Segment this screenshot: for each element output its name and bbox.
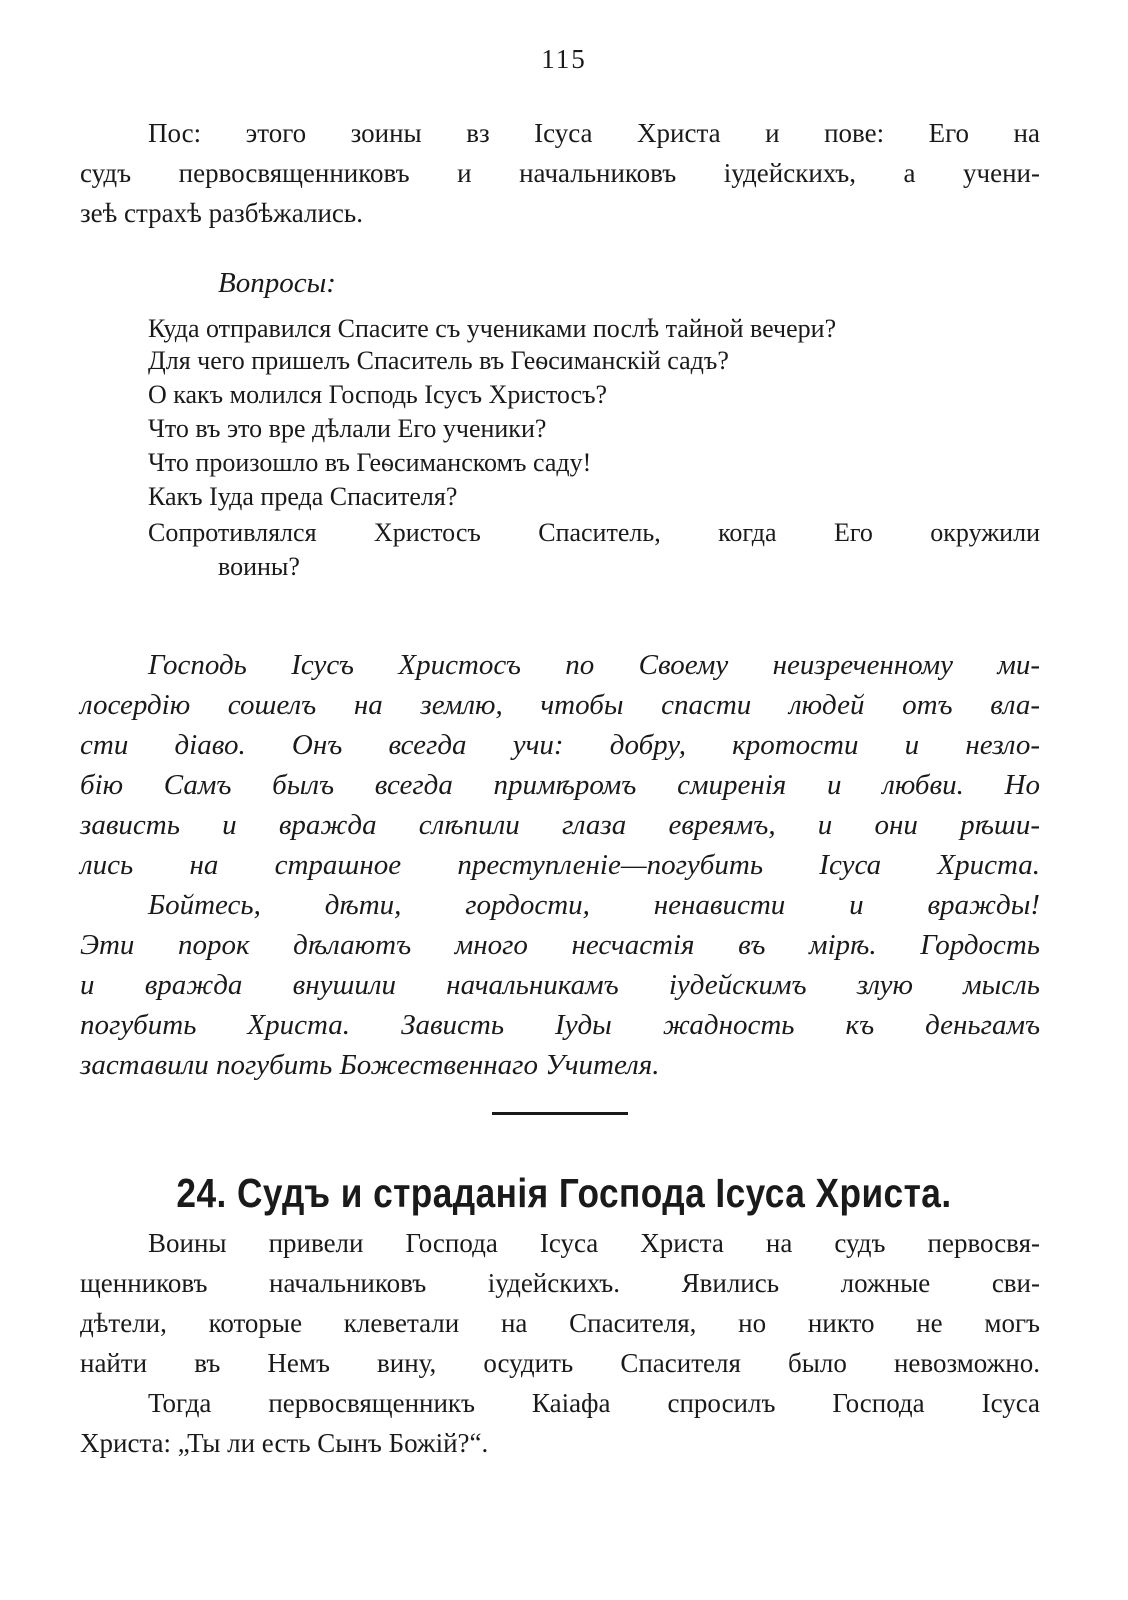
section-line: найти въ Немъ вину, осудить Спасителя было невозможно. [80, 1348, 1040, 1378]
lesson-line: лосердiю сошелъ на землю, чтобы спасти людей отъ вла- [80, 689, 1040, 721]
page-number: 115 [541, 44, 587, 74]
lesson-line: Бойтесь, дѣти, гордости, ненависти и вражды! [148, 889, 1040, 921]
lesson-line: сти дiаво. Онъ всегда учи: добру, кротости и незло- [80, 729, 1040, 761]
question-item: Сопротивлялся Христосъ Спаситель, когда Его окружили [148, 518, 1040, 547]
lesson-line: бiю Самъ былъ всегда примѣромъ смиренiя и любви. Но [80, 769, 1040, 801]
section-heading: 24. Судъ и страданiя Господа Iсуса Христа. [176, 1170, 952, 1216]
question-item: Какъ Iуда преда Спасителя? [148, 482, 458, 511]
question-item: О какъ молился Господь Iсусъ Христосъ? [148, 380, 608, 409]
questions-title: Вопросы: [218, 267, 336, 299]
lesson-line: Господь Iсусъ Христосъ по Своему неизреченному ми- [148, 649, 1040, 681]
lesson-line: зависть и вражда слѣпили глаза евреямъ, и они рѣши- [80, 809, 1040, 841]
section-line: дѣтели, которые клеветали на Спасителя, но никто не могъ [80, 1308, 1040, 1338]
question-item: Что произошло въ Геѳсиманскомъ саду! [148, 448, 592, 477]
section-divider [492, 1112, 628, 1115]
lesson-line: заставили погубить Божественнаго Учителя. [80, 1049, 660, 1081]
lesson-line: погубить Христа. Зависть Iуды жадность къ деньгамъ [80, 1009, 1040, 1041]
intro-line: судъ первосвященниковъ и начальниковъ iудейскихъ, а учени- [80, 158, 1040, 188]
question-continuation: воины? [218, 552, 300, 581]
section-line: Тогда первосвященникъ Каiафа спросилъ Господа Iсуса [148, 1388, 1040, 1418]
lesson-line: Эти порок дѣлаютъ много несчастiя въ мiрѣ. Гордость [80, 929, 1040, 961]
lesson-line: лись на страшное преступленiе—погубить Iсуса Христа. [80, 849, 1040, 881]
intro-line: зеѣ страхѣ разбѣжались. [80, 198, 363, 228]
section-line: Воины привели Господа Iсуса Христа на судъ первосвя- [148, 1228, 1040, 1258]
question-item: Что въ это вре дѣлали Его ученики? [148, 414, 547, 443]
lesson-line: и вражда внушили начальникамъ iудейскимъ злую мысль [80, 969, 1040, 1001]
section-line: щенниковъ начальниковъ iудейскихъ. Явились ложные сви- [80, 1268, 1040, 1298]
question-item: Для чего пришелъ Спаситель въ Геѳсиманскiй садъ? [148, 346, 729, 375]
intro-line: Пос: этого зоины вз Iсуса Христа и пове: Его на [148, 118, 1040, 148]
section-line: Христа: „Ты ли есть Сынъ Божiй?“. [80, 1428, 489, 1458]
question-item: Куда отправился Спасите съ учениками послѣ тайной вечери? [148, 314, 837, 343]
